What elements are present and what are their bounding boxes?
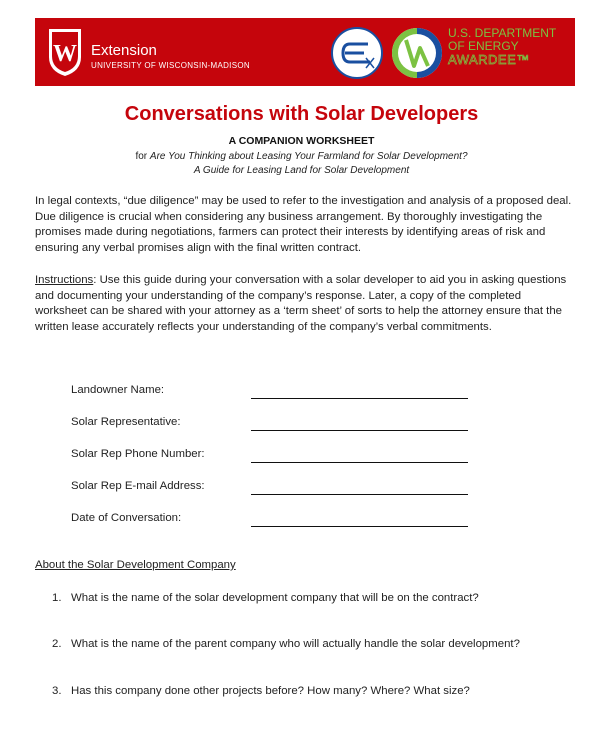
landowner-name-label: Landowner Name: [71, 384, 165, 396]
doe-line-2: OF ENERGY [448, 39, 519, 53]
companion-title-1: Are You Thinking about Leasing Your Farmland for Solar Development? [149, 151, 468, 162]
question-number: 1. [52, 592, 62, 604]
intro-paragraph: In legal contexts, “due diligence” may be used to refer to the investigation and analysis of a proposed deal. Due diligence is crucial when considering any business arrangement. By thoroughly investigating the promises made during negotiations, farmers can protect their interests by identifying areas of risk and ensuring any verbal promises align with the final written contract. [35, 195, 572, 254]
question-item [52, 638, 520, 650]
solar-rep-phone-field[interactable] [251, 462, 468, 463]
crest-letter: W [53, 41, 77, 67]
question-number: 2. [52, 638, 62, 650]
solar-representative-label: Solar Representative: [71, 416, 181, 428]
instructions-text: : Use this guide during your conversation with a solar developer to aid you in asking questions and documenting your understanding of the company’s response. Later, a copy of the completed worksheet can be shared with your attorney as a ‘term sheet’ of sorts to help the attorney ensure that the written lease accurately reflects your understanding of the company’s verbal commitments. [35, 274, 567, 333]
question-text: What is the name of the parent company who will actually handle the solar development? [71, 638, 520, 650]
question-item [52, 685, 470, 697]
question-item [52, 592, 479, 604]
page-subtitle: A COMPANION WORKSHEET [228, 135, 375, 147]
companion-line-2 [0, 164, 603, 178]
companion-reference [0, 150, 603, 178]
extension-ex-icon [330, 26, 384, 80]
date-of-conversation-field[interactable] [251, 526, 468, 527]
uw-crest-logo [47, 27, 83, 77]
question-text: What is the name of the solar development company that will be on the contract? [71, 592, 479, 604]
landowner-name-field[interactable] [251, 398, 468, 399]
companion-prefix: for [135, 151, 150, 162]
section-heading: About the Solar Development Company [35, 559, 236, 571]
companion-line-1 [0, 150, 603, 164]
question-text: Has this company done other projects before? How many? Where? What size? [71, 685, 470, 697]
university-name: UNIVERSITY OF WISCONSIN-MADISON [91, 61, 250, 70]
instructions-paragraph [35, 273, 575, 335]
companion-title-2: A Guide for Leasing Land for Solar Development [193, 165, 410, 176]
question-number: 3. [52, 685, 62, 697]
header-banner [35, 18, 575, 86]
solar-rep-phone-label: Solar Rep Phone Number: [71, 448, 205, 460]
extension-wordmark: Extension [91, 42, 157, 59]
instructions-label: Instructions [35, 274, 94, 286]
doe-awardee-text [448, 27, 556, 66]
solar-rep-email-label: Solar Rep E-mail Address: [71, 480, 205, 492]
page-title: Conversations with Solar Developers [124, 103, 479, 125]
doe-logo-icon [390, 26, 444, 80]
doe-line-3: AWARDEE™ [448, 52, 530, 67]
solar-representative-field[interactable] [251, 430, 468, 431]
doe-line-1: U.S. DEPARTMENT [448, 26, 557, 40]
solar-rep-email-field[interactable] [251, 494, 468, 495]
date-of-conversation-label: Date of Conversation: [71, 512, 182, 524]
